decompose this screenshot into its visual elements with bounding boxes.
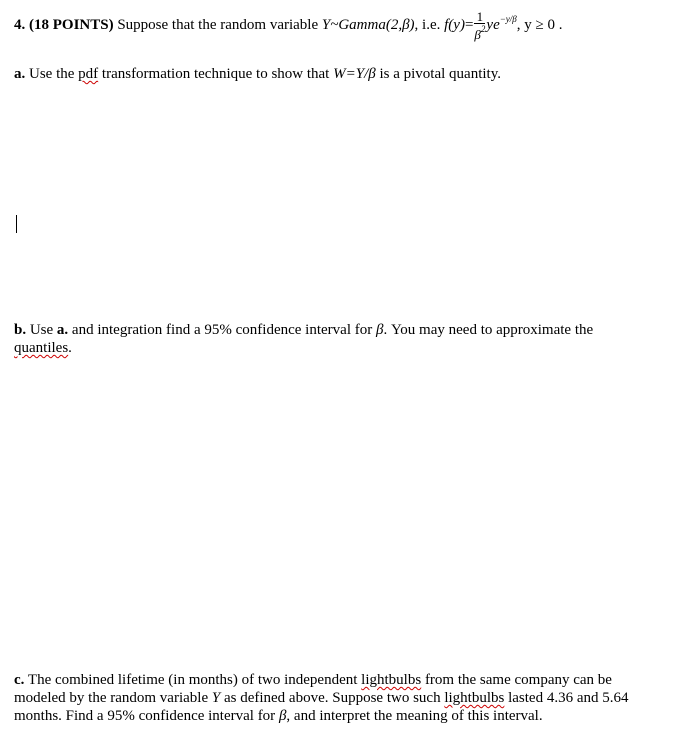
part-c-line2-a: modeled by the random variable <box>14 690 209 706</box>
problem-intro: Suppose that the random variable <box>117 16 319 33</box>
pdf-rhs: $ye^{-y/\beta}$ <box>486 13 517 33</box>
part-b-beta: β <box>375 322 384 338</box>
equals: = <box>464 16 474 33</box>
part-c-line1-end: from the same company can be <box>424 672 612 688</box>
part-c-line3-a: months. Find a 95% confidence interval for <box>14 708 276 724</box>
pdf-exponent: −y/β <box>499 13 517 24</box>
part-b-text3: . You may need to approximate the <box>383 322 594 338</box>
pdf-domain: , y ≥ 0 . <box>516 16 563 33</box>
part-c-line2-end: lasted 4.36 and 5.64 <box>508 690 629 706</box>
part-b-line2 <box>14 340 72 357</box>
pdf-word: pdf <box>78 66 99 82</box>
part-c-line2-b: as defined above. Suppose two such <box>223 690 441 706</box>
part-a-text1: Use the <box>29 66 75 82</box>
part-c-line3 <box>14 708 543 725</box>
problem-header <box>14 10 563 41</box>
problem-points: (18 POINTS) <box>29 16 114 33</box>
ie-text: , i.e. <box>414 16 441 33</box>
part-b-ref: a. <box>56 322 69 338</box>
part-b-label: b. <box>14 322 27 338</box>
pivot-expression: W=Y/β <box>333 66 376 82</box>
pdf-lhs: f(y) <box>444 16 465 33</box>
part-b-text2: and integration find a 95% confidence interval for <box>71 322 373 338</box>
part-c-line2 <box>14 690 629 707</box>
part-b-line1 <box>14 322 593 339</box>
fraction-denominator: $\beta^2$ <box>474 24 486 42</box>
part-c-beta: β <box>278 708 287 724</box>
part-b-line2-end: . <box>68 340 72 356</box>
part-c-variable-y: Y <box>211 690 221 706</box>
distribution: Y~Gamma(2,β) <box>321 16 415 33</box>
lightbulbs-word-2: lightbulbs <box>444 690 505 706</box>
pdf-fraction <box>474 10 485 41</box>
lightbulbs-word-1: lightbulbs <box>361 672 422 688</box>
part-a-label: a. <box>14 66 26 82</box>
problem-number: 4. <box>14 16 26 33</box>
part-c-line3-b: , and interpret the meaning of this interval. <box>286 708 543 724</box>
text-cursor <box>16 215 17 233</box>
part-a <box>14 66 501 83</box>
part-b-text1: Use <box>29 322 54 338</box>
part-a-text3: is a pivotal quantity. <box>379 66 501 82</box>
part-a-text2: transformation technique to show that <box>101 66 330 82</box>
part-c-label: c. <box>14 672 25 688</box>
quantiles-word: quantiles <box>14 340 69 356</box>
part-c-line1-text: The combined lifetime (in months) of two independent <box>27 672 358 688</box>
part-c-line1 <box>14 672 612 689</box>
fraction-numerator: 1 <box>474 10 485 24</box>
